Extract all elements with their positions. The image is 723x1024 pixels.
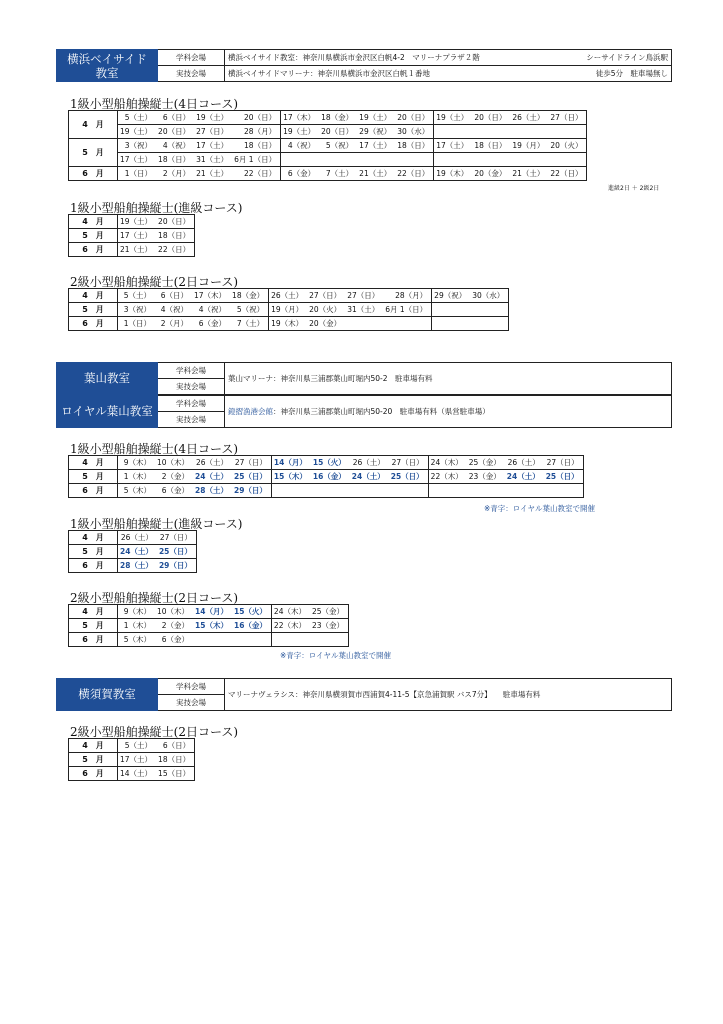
hayama-venue-header: [56, 362, 672, 395]
schedule-row: [69, 111, 587, 125]
date-cell: 5（木）: [118, 484, 156, 498]
date-cell: 17（木）: [192, 289, 230, 303]
date-cell: 14（土）: [118, 767, 157, 781]
date-cell: 5（祝）: [230, 303, 269, 317]
yokohama-course2-title: 1級小型船舶操縦士(進級コース): [70, 201, 243, 215]
month-label: 4 月: [69, 739, 118, 753]
date-cell: 7（土）: [319, 167, 357, 181]
date-cell: 22（日）: [395, 167, 434, 181]
month-label: 4 月: [69, 111, 118, 139]
date-cell: 20（日）: [319, 125, 357, 139]
date-cell: 20（日）: [472, 111, 510, 125]
yokohama-course3-title: 2級小型船舶操縦士(2日コース): [70, 275, 239, 289]
schedule-row: [69, 289, 509, 303]
date-cell: [434, 153, 473, 167]
date-cell: 21（土）: [118, 243, 157, 257]
date-cell: 2（月）: [156, 167, 194, 181]
lecture-venue-label: 学科会場: [158, 679, 225, 695]
date-cell: 17（木）: [281, 111, 320, 125]
lecture-venue-label: 学科会場: [158, 396, 225, 412]
month-label: 4 月: [69, 215, 118, 229]
schedule-row: [69, 767, 195, 781]
date-cell: 27（日）: [232, 456, 271, 470]
schedule-row: [69, 545, 197, 559]
yokohama-venue-header: [56, 49, 672, 82]
date-cell: 14（月）: [271, 456, 310, 470]
date-cell: 29（日）: [157, 559, 196, 573]
date-cell: 27（日）: [345, 289, 383, 303]
schedule-row: [69, 167, 587, 181]
month-label: 4 月: [69, 289, 118, 303]
yokohama-course3-schedule: [68, 288, 509, 331]
yokohama-course1-title: 1級小型船舶操縦士(4日コース): [70, 97, 239, 111]
date-cell: 15（日）: [156, 767, 195, 781]
schedule-row: [69, 484, 584, 498]
date-cell: 29（日）: [232, 484, 271, 498]
date-cell: 6月 1（日）: [383, 303, 431, 317]
date-cell: 30（水）: [470, 289, 509, 303]
yokohama-classroom-name: 横浜ベイサイド 教室: [57, 50, 158, 82]
practical-venue-label: 実技会場: [158, 695, 225, 711]
schedule-row: [69, 125, 587, 139]
date-cell: [193, 633, 232, 647]
date-cell: 6（金）: [192, 317, 230, 331]
date-cell: 15（木）: [271, 470, 310, 484]
month-label: 4 月: [69, 456, 118, 470]
date-cell: 25（金）: [310, 605, 349, 619]
schedule-row: [69, 531, 197, 545]
date-cell: 26（土）: [193, 456, 232, 470]
date-cell: 20（金）: [307, 317, 345, 331]
date-cell: 22（木）: [271, 619, 310, 633]
date-cell: 28（月）: [232, 125, 280, 139]
yokosuka-practical-location: マリーナヴェラシス：神奈川県横須賀市西浦賀4-11-5【京急浦賀駅 バス7分】 駐車場有料: [225, 679, 672, 711]
date-cell: [428, 484, 467, 498]
hayama-course1-schedule: [68, 455, 584, 498]
yokosuka-venue-header: [56, 678, 672, 711]
date-cell: 10（木）: [155, 456, 193, 470]
yokosuka-classroom-name: 横須賀教室: [57, 679, 158, 711]
date-cell: 19（木）: [269, 317, 308, 331]
month-label: 6 月: [69, 167, 118, 181]
date-cell: 18（日）: [232, 139, 280, 153]
date-cell: 4（祝）: [192, 303, 230, 317]
date-cell: 5（土）: [118, 111, 157, 125]
date-cell: 22（木）: [428, 470, 467, 484]
date-cell: [310, 633, 349, 647]
date-cell: 19（土）: [281, 125, 320, 139]
date-cell: [467, 484, 505, 498]
hayama-course2-schedule: [68, 530, 197, 573]
schedule-row: [69, 139, 587, 153]
date-cell: 29（祝）: [432, 289, 471, 303]
date-cell: 20（火）: [307, 303, 345, 317]
date-cell: 5（祝）: [319, 139, 357, 153]
date-cell: 23（金）: [310, 619, 349, 633]
date-cell: 17（土）: [357, 139, 395, 153]
date-cell: 18（日）: [395, 139, 434, 153]
practical-venue-label: 実技会場: [158, 412, 225, 428]
date-cell: 21（土）: [357, 167, 395, 181]
date-cell: 6（金）: [155, 484, 193, 498]
date-cell: 17（土）: [118, 753, 157, 767]
date-cell: 4（祝）: [281, 139, 320, 153]
yokohama-course2-schedule: [68, 214, 195, 257]
schedule-row: [69, 456, 584, 470]
date-cell: 17（土）: [434, 139, 473, 153]
hayama-course1-note: ※青字：ロイヤル葉山教室で開催: [484, 504, 595, 513]
date-cell: 20（金）: [472, 167, 510, 181]
month-label: 5 月: [69, 619, 118, 633]
date-cell: 29（祝）: [357, 125, 395, 139]
schedule-row: [69, 470, 584, 484]
date-cell: 20（日）: [232, 111, 280, 125]
month-label: 5 月: [69, 229, 118, 243]
date-cell: 24（土）: [118, 545, 157, 559]
date-cell: [383, 317, 431, 331]
date-cell: 15（火）: [311, 456, 350, 470]
date-cell: 3（祝）: [118, 303, 156, 317]
schedule-row: [69, 633, 349, 647]
date-cell: [432, 317, 471, 331]
date-cell: [311, 484, 350, 498]
royal-hayama-venue-header: [56, 395, 672, 428]
date-cell: 17（土）: [118, 153, 157, 167]
date-cell: 25（金）: [467, 456, 505, 470]
date-cell: 27（日）: [544, 456, 583, 470]
date-cell: 25（日）: [389, 470, 428, 484]
date-cell: 22（日）: [232, 167, 280, 181]
date-cell: [350, 484, 389, 498]
date-cell: 31（土）: [345, 303, 383, 317]
date-cell: 16（金）: [232, 619, 271, 633]
date-cell: 20（火）: [548, 139, 587, 153]
date-cell: 1（木）: [118, 619, 156, 633]
yokosuka-course1-title: 2級小型船舶操縦士(2日コース): [70, 725, 239, 739]
date-cell: 9（木）: [118, 605, 156, 619]
date-cell: 24（木）: [271, 605, 310, 619]
date-cell: [434, 125, 473, 139]
date-cell: 26（土）: [350, 456, 389, 470]
date-cell: 22（日）: [156, 243, 195, 257]
date-cell: [432, 303, 471, 317]
royal-hayama-practical-location: 鐙摺漁港会館：神奈川県三浦郡葉山町堀内50-20 駐車場有料（県営駐車場）: [225, 396, 672, 428]
date-cell: 10（木）: [155, 605, 193, 619]
schedule-row: [69, 153, 587, 167]
date-cell: [510, 153, 548, 167]
date-cell: 23（金）: [467, 470, 505, 484]
schedule-row: [69, 559, 197, 573]
schedule-row: [69, 243, 195, 257]
date-cell: 21（土）: [510, 167, 548, 181]
date-cell: [548, 125, 587, 139]
month-label: 4 月: [69, 531, 118, 545]
date-cell: [271, 484, 310, 498]
date-cell: [319, 153, 357, 167]
date-cell: 18（日）: [156, 753, 195, 767]
date-cell: [357, 153, 395, 167]
date-cell: [345, 317, 383, 331]
lecture-venue-location: 横浜ベイサイド教室：神奈川県横浜市金沢区白帆4-2 マリーナプラザ２階 シーサイドライン鳥浜駅: [225, 50, 672, 66]
date-cell: 18（日）: [472, 139, 510, 153]
hayama-practical-location: 葉山マリーナ：神奈川県三浦郡葉山町堀内50-2 駐車場有料: [225, 363, 672, 395]
month-label: 6 月: [69, 317, 118, 331]
date-cell: 26（土）: [510, 111, 548, 125]
hayama-course3-schedule: [68, 604, 349, 647]
schedule-row: [69, 215, 195, 229]
schedule-row: [69, 739, 195, 753]
schedule-row: [69, 317, 509, 331]
date-cell: [548, 153, 587, 167]
date-cell: 20（日）: [395, 111, 434, 125]
date-cell: 6（金）: [281, 167, 320, 181]
date-cell: 15（木）: [193, 619, 232, 633]
practical-venue-label: 実技会場: [158, 379, 225, 395]
date-cell: 22（日）: [548, 167, 587, 181]
date-cell: [271, 633, 310, 647]
date-cell: 14（月）: [193, 605, 232, 619]
date-cell: [472, 125, 510, 139]
practical-venue-label: 実技会場: [158, 66, 225, 82]
date-cell: 27（日）: [194, 125, 232, 139]
date-cell: 24（土）: [193, 470, 232, 484]
date-cell: 5（土）: [118, 739, 157, 753]
yokosuka-course1-schedule: [68, 738, 195, 781]
date-cell: 18（金）: [319, 111, 357, 125]
month-label: 6 月: [69, 767, 118, 781]
date-cell: 6月 1（日）: [232, 153, 280, 167]
date-cell: 1（日）: [118, 167, 157, 181]
date-cell: 19（土）: [357, 111, 395, 125]
date-cell: 19（土）: [194, 111, 232, 125]
date-cell: 6（日）: [156, 111, 194, 125]
month-label: 5 月: [69, 753, 118, 767]
date-cell: 27（日）: [157, 531, 196, 545]
date-cell: 16（金）: [311, 470, 350, 484]
date-cell: 4（祝）: [155, 303, 192, 317]
date-cell: [232, 633, 271, 647]
month-label: 5 月: [69, 470, 118, 484]
date-cell: 27（日）: [548, 111, 587, 125]
date-cell: 18（日）: [156, 229, 195, 243]
date-cell: [510, 125, 548, 139]
date-cell: 19（月）: [269, 303, 308, 317]
date-cell: [544, 484, 583, 498]
month-label: 6 月: [69, 633, 118, 647]
date-cell: 6（日）: [155, 289, 192, 303]
schedule-row: [69, 303, 509, 317]
date-cell: 19（月）: [510, 139, 548, 153]
hayama-course3-note: ※青字：ロイヤル葉山教室で開催: [280, 651, 391, 660]
date-cell: 2（金）: [155, 470, 193, 484]
date-cell: 18（日）: [156, 153, 194, 167]
month-label: 5 月: [69, 139, 118, 167]
date-cell: 6（金）: [155, 633, 193, 647]
date-cell: 19（土）: [118, 125, 157, 139]
date-cell: 30（水）: [395, 125, 434, 139]
date-cell: 2（月）: [155, 317, 192, 331]
hayama-course2-title: 1級小型船舶操縦士(進級コース): [70, 517, 243, 531]
date-cell: 2（金）: [155, 619, 193, 633]
date-cell: 18（金）: [230, 289, 269, 303]
date-cell: 28（土）: [118, 559, 157, 573]
date-cell: [281, 153, 320, 167]
date-cell: 20（日）: [156, 125, 194, 139]
date-cell: 24（木）: [428, 456, 467, 470]
date-cell: 25（日）: [544, 470, 583, 484]
date-cell: 7（土）: [230, 317, 269, 331]
practical-venue-location: 横浜ベイサイドマリーナ：神奈川県横浜市金沢区白帆１番地 徒歩5分 駐車場無し: [225, 66, 672, 82]
date-cell: 19（土）: [434, 111, 473, 125]
date-cell: 6（日）: [156, 739, 195, 753]
date-cell: 24（土）: [350, 470, 389, 484]
date-cell: 19（土）: [118, 215, 157, 229]
date-cell: [395, 153, 434, 167]
schedule-row: [69, 753, 195, 767]
date-cell: 25（日）: [157, 545, 196, 559]
lecture-venue-label: 学科会場: [158, 50, 225, 66]
date-cell: [470, 303, 509, 317]
month-label: 6 月: [69, 243, 118, 257]
hayama-course3-title: 2級小型船舶操縦士(2日コース): [70, 591, 239, 605]
yokohama-course1-schedule: [68, 110, 587, 181]
date-cell: 4（祝）: [156, 139, 194, 153]
month-label: 4 月: [69, 605, 118, 619]
date-cell: 28（土）: [193, 484, 232, 498]
date-cell: 28（月）: [383, 289, 431, 303]
date-cell: 1（木）: [118, 470, 156, 484]
date-cell: 24（土）: [505, 470, 544, 484]
schedule-row: [69, 619, 349, 633]
date-cell: 27（日）: [307, 289, 345, 303]
date-cell: 17（土）: [194, 139, 232, 153]
schedule-row: [69, 229, 195, 243]
date-cell: 25（日）: [232, 470, 271, 484]
month-label: 5 月: [69, 545, 118, 559]
schedule-row: [69, 605, 349, 619]
date-cell: 26（土）: [118, 531, 157, 545]
date-cell: 3（祝）: [118, 139, 157, 153]
date-cell: 21（土）: [194, 167, 232, 181]
date-cell: 5（土）: [118, 289, 156, 303]
date-cell: 17（土）: [118, 229, 157, 243]
royal-hayama-classroom-name: ロイヤル葉山教室: [57, 396, 158, 428]
date-cell: 5（木）: [118, 633, 156, 647]
date-cell: [389, 484, 428, 498]
date-cell: 26（土）: [505, 456, 544, 470]
date-cell: [472, 153, 510, 167]
date-cell: 19（木）: [434, 167, 473, 181]
date-cell: 20（日）: [156, 215, 195, 229]
date-cell: 26（土）: [269, 289, 308, 303]
date-cell: 1（日）: [118, 317, 156, 331]
month-label: 6 月: [69, 484, 118, 498]
hayama-classroom-name: 葉山教室: [57, 363, 158, 395]
date-cell: 31（土）: [194, 153, 232, 167]
month-label: 6 月: [69, 559, 118, 573]
date-cell: [470, 317, 509, 331]
date-cell: [505, 484, 544, 498]
yokohama-course1-note: 進級2日 ＋ 2級2日: [608, 185, 660, 192]
date-cell: 15（火）: [232, 605, 271, 619]
date-cell: 9（木）: [118, 456, 156, 470]
month-label: 5 月: [69, 303, 118, 317]
hayama-course1-title: 1級小型船舶操縦士(4日コース): [70, 442, 239, 456]
lecture-venue-label: 学科会場: [158, 363, 225, 379]
date-cell: 27（日）: [389, 456, 428, 470]
